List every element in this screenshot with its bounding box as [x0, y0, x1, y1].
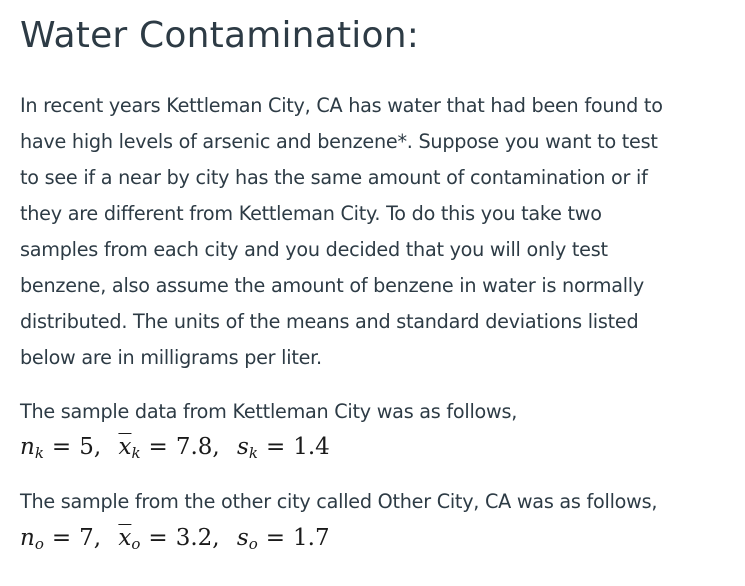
paragraph-line: below are in milligrams per liter.	[20, 346, 322, 369]
paragraph-line: benzene, also assume the amount of benzene in water is normally	[20, 274, 644, 297]
other-city-subscript: o	[131, 535, 141, 553]
paragraph-line: In recent years Kettleman City, CA has water that had been found to	[20, 94, 663, 117]
other-city-stats-formula: $n_o = 7$, $\overline{x}_o = 3.2$, $s_o = 1.7$	[20, 525, 330, 553]
other-city-n-value: 7	[79, 525, 94, 551]
kettleman-sd-value: 1.4	[293, 434, 330, 460]
paragraph-line: to see if a near by city has the same amount of contamination or if	[20, 166, 648, 189]
paragraph-line: distributed. The units of the means and standard deviations listed	[20, 310, 639, 333]
other-city-sd-value: 1.7	[293, 525, 330, 551]
page-title: Water Contamination:	[20, 15, 420, 56]
kettleman-subscript: k	[131, 444, 141, 462]
kettleman-stats-formula: $n_k = 5$, $\overline{x}_k = 7.8$, $s_k = 1.4$	[20, 434, 330, 462]
kettleman-subscript: k	[34, 444, 44, 462]
problem-description	[20, 88, 742, 376]
paragraph-line: samples from each city and you decided that you will only test	[20, 238, 608, 261]
other-city-intro: The sample from the other city called Other City, CA was as follows,	[20, 490, 658, 513]
other-city-subscript: o	[34, 535, 44, 553]
kettleman-subscript: k	[248, 444, 258, 462]
other-city-mean-value: 3.2	[175, 525, 213, 551]
kettleman-n-value: 5	[79, 434, 94, 460]
kettleman-mean-value: 7.8	[175, 434, 213, 460]
paragraph-line: have high levels of arsenic and benzene*. Suppose you want to test	[20, 130, 658, 153]
kettleman-intro: The sample data from Kettleman City was as follows,	[20, 400, 518, 423]
other-city-subscript: o	[248, 535, 258, 553]
paragraph-line: they are different from Kettleman City. To do this you take two	[20, 202, 602, 225]
